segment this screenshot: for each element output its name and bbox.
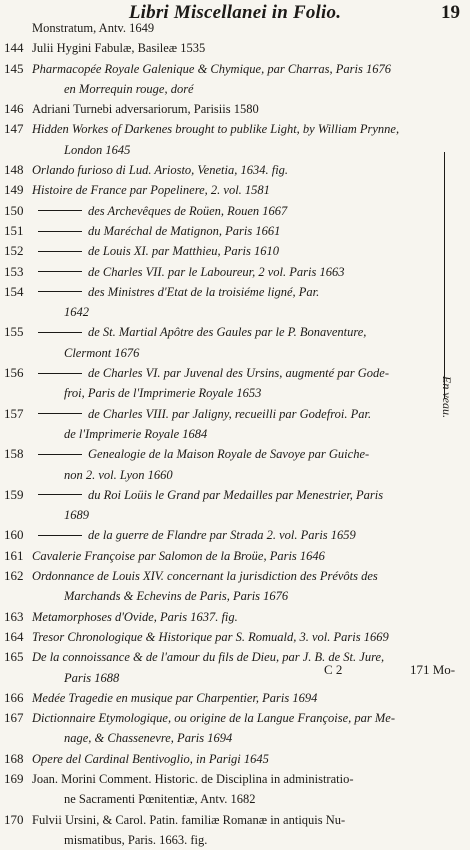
entry-line: Fulvii Ursini, & Carol. Patin. familiæ Romanæ in antiquis Nu- [32, 812, 346, 827]
entry-text [32, 444, 438, 485]
catalogue-entry [4, 769, 438, 810]
ditto-dash [38, 210, 82, 211]
entry-number: 147 [4, 121, 24, 137]
ditto-dash [38, 494, 82, 495]
entry-text [32, 322, 438, 363]
entry-text [32, 525, 438, 545]
entry-text [32, 282, 438, 323]
catalogue-entry [4, 160, 438, 180]
entry-number: 162 [4, 568, 24, 584]
entry-continuation-line: Marchands & Echevins de Paris, Paris 1676 [64, 589, 289, 604]
catalogue-entry [4, 404, 438, 445]
entry-line-text: de Charles VII. par le Laboureur, 2 vol. Paris 1663 [88, 264, 345, 279]
ditto-dash [38, 231, 82, 232]
entry-text [32, 18, 438, 38]
entry-line-text: de la guerre de Flandre par Strada 2. vol. Paris 1659 [88, 528, 356, 543]
entry-text [32, 221, 438, 241]
catalogue-entry [4, 485, 438, 526]
entry-continuation-line: Paris 1688 [64, 670, 120, 685]
entry-text [32, 262, 438, 282]
page-title: Libri Miscellanei in Folio. [128, 2, 342, 23]
catalogue-entry [4, 241, 438, 261]
catalogue-entry [4, 546, 438, 566]
entry-line: Tresor Chronologique & Historique par S. Romuald, 3. vol. Paris 1669 [32, 629, 389, 644]
entry-continuation-line: 1689 [64, 508, 89, 523]
ditto-dash [38, 251, 82, 252]
entry-text [32, 180, 438, 200]
catalogue-entry [4, 221, 438, 241]
entry-text [32, 810, 438, 850]
entry-line [32, 204, 287, 218]
entry-number: 166 [4, 689, 24, 705]
entry-number: 148 [4, 162, 24, 178]
catalogue-entry [4, 59, 438, 100]
catalogue-entry [4, 444, 438, 485]
entry-number: 158 [4, 446, 24, 462]
entry-line: De la connoissance & de l'amour du fils de Dieu, par J. B. de St. Jure, [32, 650, 385, 665]
entry-continuation-line: London 1645 [64, 142, 131, 157]
entry-line: Orlando furioso di Lud. Ariosto, Venetia, 1634. fig. [32, 163, 289, 178]
entry-line: Histoire de France par Popelinere, 2. vol. 1581 [32, 183, 270, 198]
entry-text [32, 363, 438, 404]
catalogue-entry [4, 201, 438, 221]
entry-number: 150 [4, 202, 24, 218]
catalogue-entry [4, 749, 438, 769]
entry-text [32, 769, 438, 810]
entry-continuation-line: non 2. vol. Lyon 1660 [64, 467, 173, 482]
entry-line [32, 325, 366, 339]
catalogue-entry [4, 363, 438, 404]
ditto-dash [38, 373, 82, 374]
side-note: En veau. [440, 376, 454, 418]
entry-number: 156 [4, 365, 24, 381]
ditto-dash [38, 413, 82, 414]
entry-line [32, 224, 280, 238]
page-number: 19 [441, 2, 460, 23]
entry-line: Metamorphoses d'Ovide, Paris 1637. fig. [32, 609, 238, 624]
entry-continuation-line: nage, & Chassenevre, Paris 1694 [64, 731, 233, 746]
entry-number: 170 [4, 811, 24, 827]
entry-number: 159 [4, 486, 24, 502]
entry-line: Medée Tragedie en musique par Charpentier, Paris 1694 [32, 690, 318, 705]
entry-number: 154 [4, 283, 24, 299]
entry-text [32, 404, 438, 445]
entry-line: Hidden Workes of Darkenes brought to publike Light, by William Prynne, [32, 122, 400, 137]
catalogue-entry [4, 708, 438, 749]
entry-line-text: de Louis XI. par Matthieu, Paris 1610 [88, 244, 279, 259]
entry-text [32, 688, 438, 708]
ditto-dash [38, 291, 82, 292]
entry-text [32, 241, 438, 261]
catalogue-entry [4, 282, 438, 323]
entry-line: Opere del Cardinal Bentivoglio, in Parigi 1645 [32, 751, 269, 766]
catalogue-entry [4, 627, 438, 647]
entry-line-text: de St. Martial Apôtre des Gaules par le P. Bonaventure, [88, 325, 367, 340]
entry-line-text: Genealogie de la Maison Royale de Savoye par Guiche- [88, 447, 370, 462]
catalogue-entry [4, 647, 438, 688]
catchword: 171 Mo- [410, 662, 456, 677]
catalogue-entry [4, 810, 438, 850]
entry-text [32, 647, 438, 688]
entry-line [32, 366, 389, 380]
entry-number: 165 [4, 649, 24, 665]
ditto-dash [38, 332, 82, 333]
entry-text [32, 160, 438, 180]
entry-line: Joan. Morini Comment. Historic. de Disciplina in administratio- [32, 771, 354, 786]
entry-line-text: de Charles VIII. par Jaligny, recueilli par Godefroi. Par. [88, 406, 372, 421]
entry-line [32, 407, 371, 421]
entry-line: Dictionnaire Etymologique, ou origine de la Langue Françoise, par Me- [32, 711, 396, 726]
catalogue-entry [4, 262, 438, 282]
entry-number: 164 [4, 628, 24, 644]
entry-number: 144 [4, 40, 24, 56]
entry-line [32, 265, 344, 279]
catalogue-entry [4, 607, 438, 627]
entry-number: 146 [4, 101, 24, 117]
catalogue-entry [4, 688, 438, 708]
entry-number: 160 [4, 527, 24, 543]
catalogue-entry [4, 99, 438, 119]
entry-number: 163 [4, 608, 24, 624]
catalogue-entry [4, 119, 438, 160]
entry-line [32, 447, 369, 461]
entry-continuation-line: 1642 [64, 305, 89, 320]
entry-text [32, 485, 438, 526]
entry-line: Cavalerie Françoise par Salomon de la Broüe, Paris 1646 [32, 548, 325, 563]
entry-line [32, 528, 356, 542]
entry-text [32, 38, 438, 58]
entry-text [32, 708, 438, 749]
bracket-line [438, 152, 445, 398]
entry-number: 167 [4, 710, 24, 726]
entry-text [32, 627, 438, 647]
entry-line: Adriani Turnebi adversariorum, Parisiis 1580 [32, 102, 259, 117]
entry-line [32, 285, 319, 299]
entry-line: Julii Hygini Fabulæ, Basileæ 1535 [32, 41, 206, 56]
entry-continuation-line: de l'Imprimerie Royale 1684 [64, 426, 208, 441]
catalogue-entry [4, 180, 438, 200]
entry-text [32, 607, 438, 627]
entry-number: 155 [4, 324, 24, 340]
entry-number: 151 [4, 222, 24, 238]
entry-number: 157 [4, 405, 24, 421]
entry-line: Pharmacopée Royale Galenique & Chymique, par Charras, Paris 1676 [32, 61, 391, 76]
entry-line-text: du Roi Loüis le Grand par Medailles par Menestrier, Paris [88, 487, 384, 502]
entry-number: 161 [4, 547, 24, 563]
entry-text [32, 546, 438, 566]
entry-line [32, 488, 383, 502]
entry-text [32, 201, 438, 221]
catalogue-entry [4, 566, 438, 607]
entry-continuation-line: mismatibus, Paris. 1663. fig. [64, 832, 208, 847]
entry-number: 152 [4, 243, 24, 259]
ditto-dash [38, 535, 82, 536]
catalogue-entry [4, 322, 438, 363]
entry-text [32, 566, 438, 607]
entry-continuation-line: en Morrequin rouge, doré [64, 81, 194, 96]
catalogue-entry [4, 38, 438, 58]
entry-number: 169 [4, 770, 24, 786]
entry-line: Monstratum, Antv. 1649 [32, 21, 155, 35]
entry-line-text: des Ministres d'Etat de la troisiéme ligné, Par. [88, 284, 320, 299]
entry-text [32, 59, 438, 100]
entry-continuation-line: froi, Paris de l'Imprimerie Royale 1653 [64, 386, 262, 401]
entry-line [32, 244, 279, 258]
entry-line-text: de Charles VI. par Juvenal des Ursins, augmenté par Gode- [88, 366, 389, 381]
entry-line-text: du Maréchal de Matignon, Paris 1661 [88, 223, 281, 238]
ditto-dash [38, 454, 82, 455]
catalogue-entry [4, 18, 438, 38]
entry-number: 145 [4, 60, 24, 76]
entry-text [32, 99, 438, 119]
entry-list [4, 18, 438, 850]
entry-number: 153 [4, 263, 24, 279]
entry-continuation-line: Clermont 1676 [64, 345, 140, 360]
entry-continuation-line: ne Sacramenti Pœnitentiæ, Antv. 1682 [64, 792, 256, 807]
signature-mark: C 2 [324, 662, 343, 677]
entry-line-text: des Archevêques de Roüen, Rouen 1667 [88, 203, 288, 218]
catalogue-entry [4, 525, 438, 545]
entry-line: Ordonnance de Louis XIV. concernant la jurisdiction des Prévôts des [32, 569, 378, 584]
entry-text [32, 119, 438, 160]
entry-text [32, 749, 438, 769]
entry-number: 149 [4, 182, 24, 198]
entry-number: 168 [4, 750, 24, 766]
ditto-dash [38, 271, 82, 272]
